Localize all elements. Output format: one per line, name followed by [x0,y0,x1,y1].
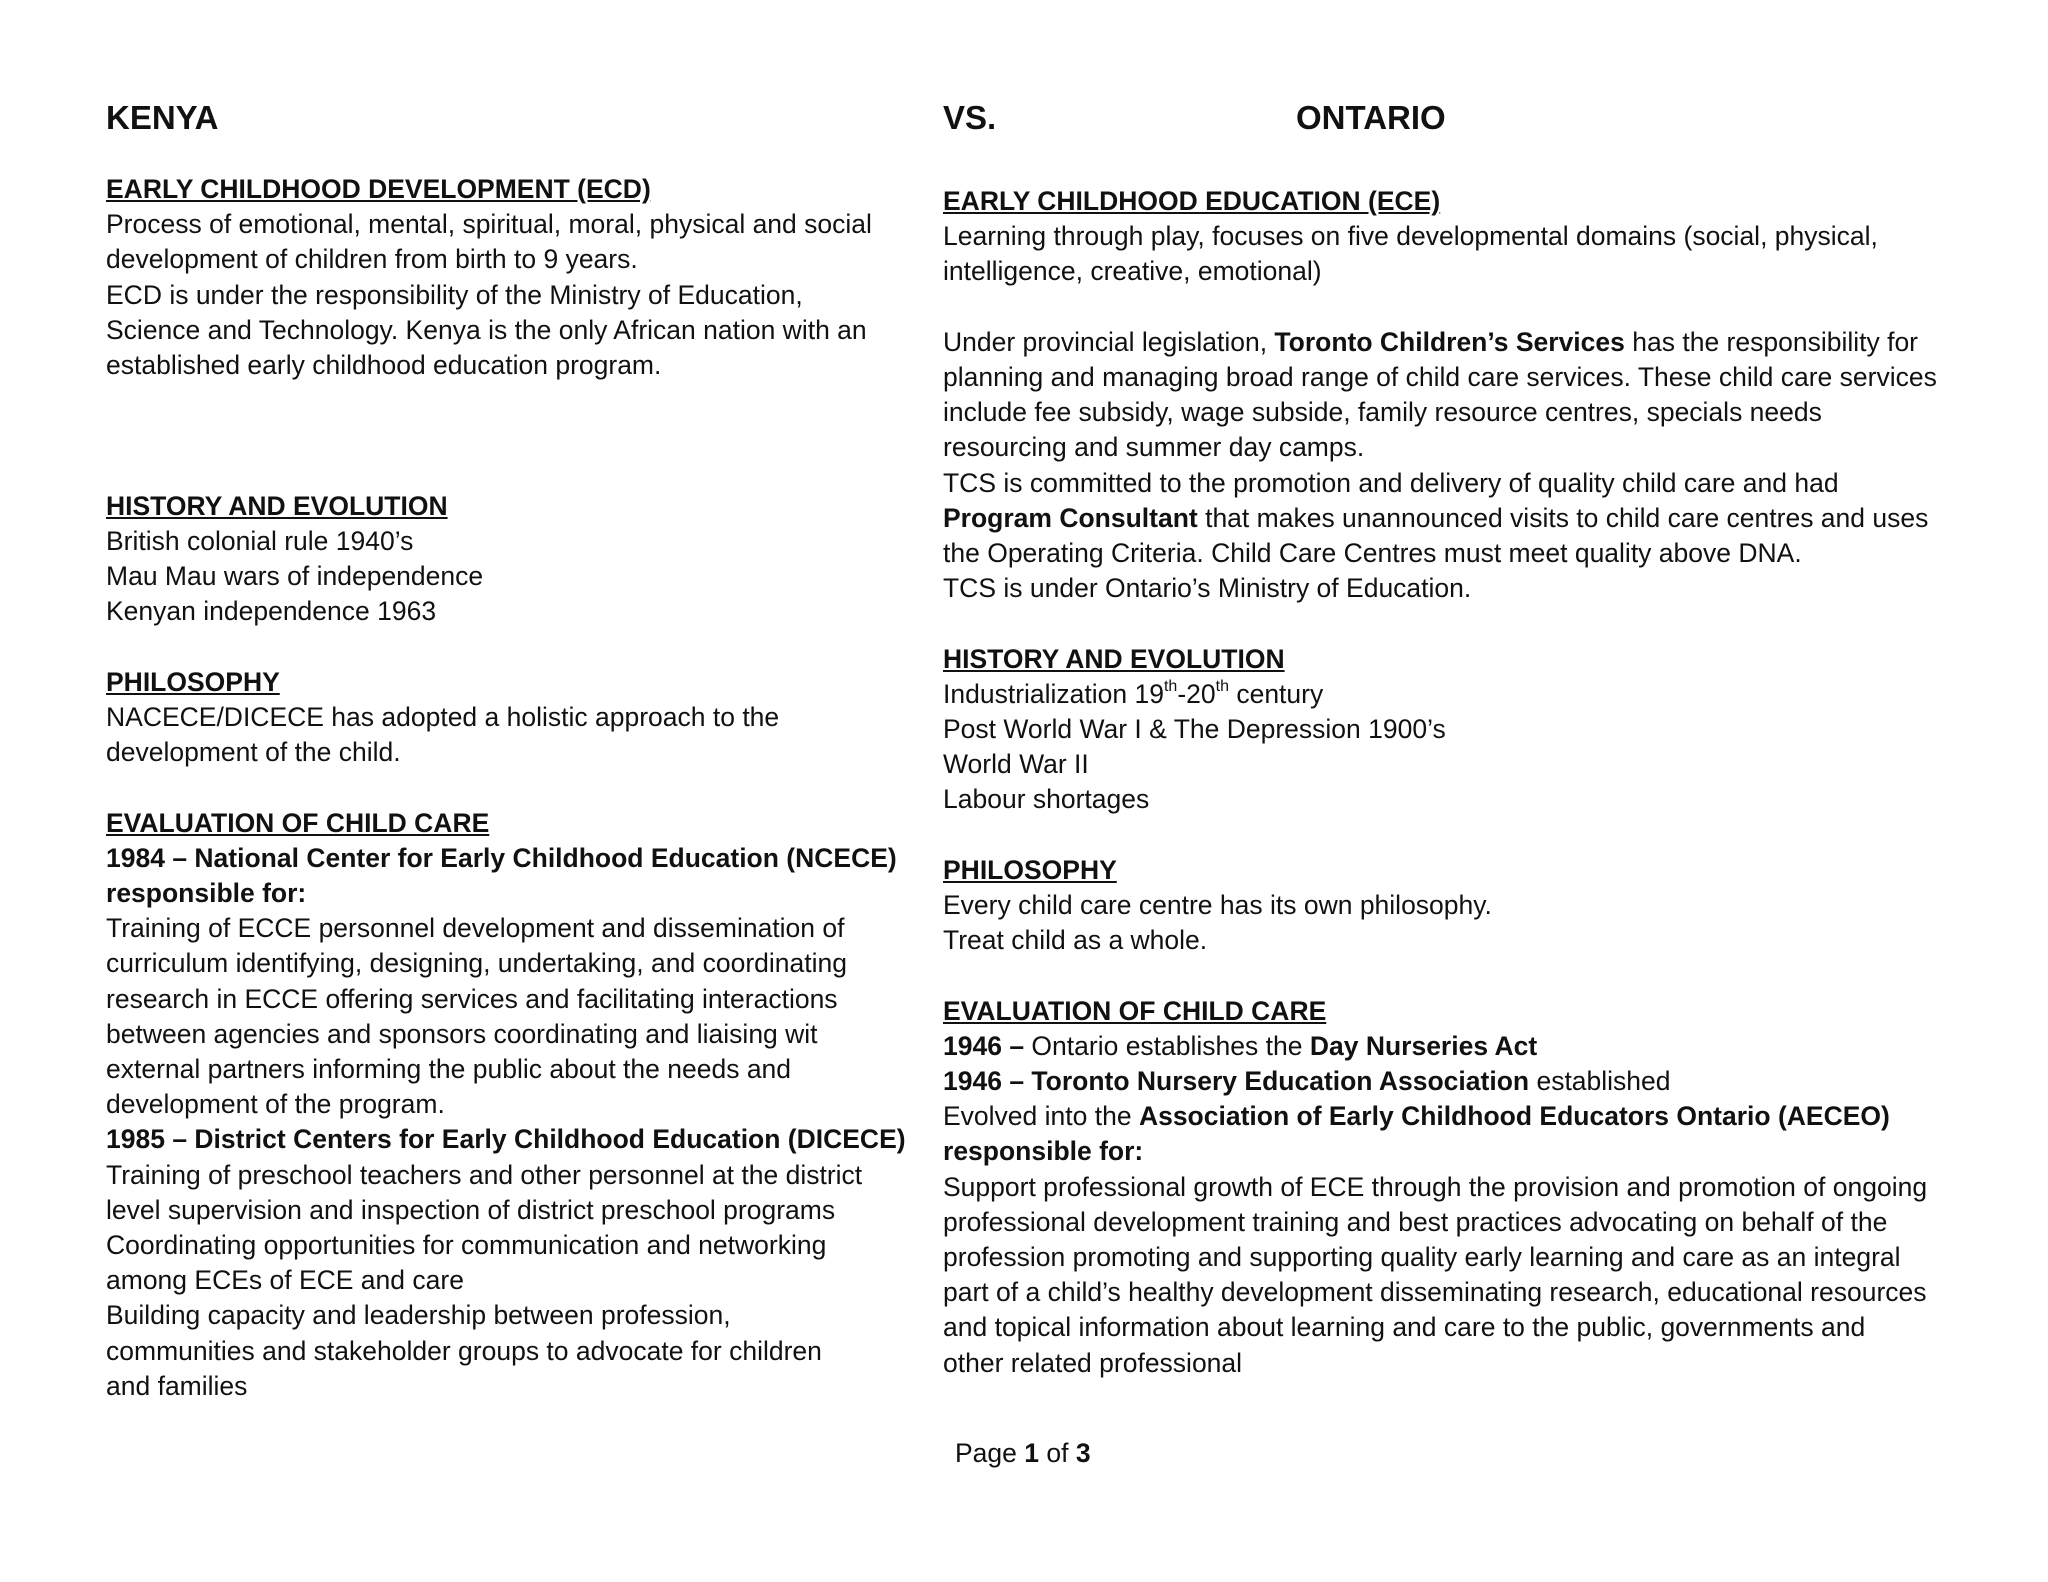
ontario-services-line: the Operating Criteria. Child Care Centres must meet quality above DNA. [943,538,1802,569]
ontario-ece-line: Learning through play, focuses on five developmental domains (social, physical, [943,221,1878,252]
ontario-column [943,184,1953,1381]
vs-label: VS. [943,99,997,136]
ncece-line: external partners informing the public about the needs and [106,1054,792,1085]
kenya-philosophy-line: development of the child. [106,737,401,768]
kenya-ecd-line: established early childhood education program. [106,350,662,381]
ontario-services-line: Program Consultant that makes unannounced visits to child care centres and uses [943,502,1929,533]
kenya-history-heading: HISTORY AND EVOLUTION [106,490,448,521]
ncece-responsible: responsible for: [106,878,307,908]
ontario-services-line: TCS is committed to the promotion and delivery of quality child care and had [943,467,1839,498]
dicece-line: level supervision and inspection of district preschool programs [106,1194,836,1225]
tnea-title: 1946 – Toronto Nursery Education Association [943,1066,1530,1097]
tcs-name: Toronto Children’s Services [1274,326,1625,357]
aeceo-responsible: responsible for: [943,1136,1144,1167]
kenya-philosophy-heading: PHILOSOPHY [106,666,280,697]
ontario-services-line: planning and managing broad range of child care services. These child care services [943,362,1937,392]
kenya-history-line: British colonial rule 1940’s [106,526,414,556]
aeceo-line: part of a child’s healthy development disseminating research, educational resources [943,1277,1927,1308]
ncece-line: Training of ECCE personnel development and dissemination of [106,913,845,944]
page-current: 1 [1024,1438,1040,1468]
ontario-evaluation-line: Evolved into the Association of Early Childhood Educators Ontario (AECEO) [943,1101,1890,1132]
dicece-line: Training of preschool teachers and other personnel at the district [106,1159,863,1190]
page-total: 3 [1075,1438,1091,1468]
aeceo-line: and topical information about learning and care to the public, governments and [943,1312,1866,1343]
ontario-services-line: TCS is under Ontario’s Ministry of Education. [943,573,1472,604]
ontario-philosophy-heading: PHILOSOPHY [943,854,1117,885]
kenya-ecd-line: development of children from birth to 9 years. [106,244,638,275]
ontario-evaluation-line: 1946 – Toronto Nursery Education Association established [943,1066,1671,1097]
kenya-title: KENYA [106,99,219,136]
ontario-history-heading: HISTORY AND EVOLUTION [943,643,1285,674]
ontario-history-line: World War II [943,749,1089,780]
kenya-philosophy-line: NACECE/DICECE has adopted a holistic approach to the [106,702,780,732]
kenya-evaluation-heading: EVALUATION OF CHILD CARE [106,807,490,838]
aeceo-title: Association of Early Childhood Educators Ontario (AECEO) [1138,1101,1890,1132]
dicece-line: Coordinating opportunities for communication and networking [106,1230,827,1261]
aeceo-line: Support professional growth of ECE through the provision and promotion of ongoing [943,1171,1928,1202]
kenya-ecd-line: Process of emotional, mental, spiritual, moral, physical and social [106,209,872,240]
dicece-line: among ECEs of ECE and care [106,1265,464,1296]
ontario-history-line: Post World War I & The Depression 1900’s [943,714,1446,745]
aeceo-line: professional development training and best practices advocating on behalf of the [943,1206,1888,1237]
dicece-title: 1985 – District Centers for Early Childhood Education (DICECE) [106,1124,906,1155]
ontario-evaluation-line: 1946 – Ontario establishes the Day Nurseries Act [943,1030,1538,1061]
kenya-ecd-heading: EARLY CHILDHOOD DEVELOPMENT (ECD) [106,174,651,204]
kenya-history-line: Kenyan independence 1963 [106,596,437,627]
dicece-line: communities and stakeholder groups to advocate for children [106,1335,822,1366]
kenya-history-line: Mau Mau wars of independence [106,561,484,592]
ontario-ece-heading: EARLY CHILDHOOD EDUCATION (ECE) [943,186,1441,216]
kenya-ecd-line: ECD is under the responsibility of the Ministry of Education, [106,279,803,310]
page-number: Page 1 of 3 [955,1438,1091,1468]
ontario-services-line: include fee subsidy, wage subside, family resource centres, specials needs [943,397,1822,428]
ontario-philosophy-line: Treat child as a whole. [943,925,1208,956]
program-consultant: Program Consultant [943,502,1198,533]
ontario-services-line: Under provincial legislation, Toronto Children’s Services has the responsibility for [943,326,1919,357]
kenya-column [106,172,926,1404]
ontario-services-line: resourcing and summer day camps. [943,432,1365,463]
dicece-line: and families [106,1370,248,1401]
day-nurseries-act: Day Nurseries Act [1309,1030,1538,1061]
ontario-philosophy-line: Every child care centre has its own philosophy. [943,890,1492,921]
kenya-ecd-line: Science and Technology. Kenya is the only African nation with an [106,314,867,345]
ontario-history-line: Industrialization 19th-20th century [943,677,1324,709]
aeceo-line: profession promoting and supporting quality early learning and care as an integral [943,1242,1901,1273]
ncece-line: between agencies and sponsors coordinating and liaising wit [106,1018,818,1049]
ontario-title: ONTARIO [1296,99,1446,136]
ontario-evaluation-heading: EVALUATION OF CHILD CARE [943,995,1327,1026]
ncece-title: 1984 – National Center for Early Childhood Education (NCECE) [106,842,897,873]
dicece-line: Building capacity and leadership between profession, [106,1300,731,1331]
ontario-ece-line: intelligence, creative, emotional) [943,256,1322,287]
ontario-history-line: Labour shortages [943,784,1150,815]
ncece-line: development of the program. [106,1089,445,1120]
ncece-line: curriculum identifying, designing, undertaking, and coordinating [106,948,847,979]
aeceo-line: other related professional [943,1347,1243,1378]
ncece-line: research in ECCE offering services and facilitating interactions [106,983,838,1014]
